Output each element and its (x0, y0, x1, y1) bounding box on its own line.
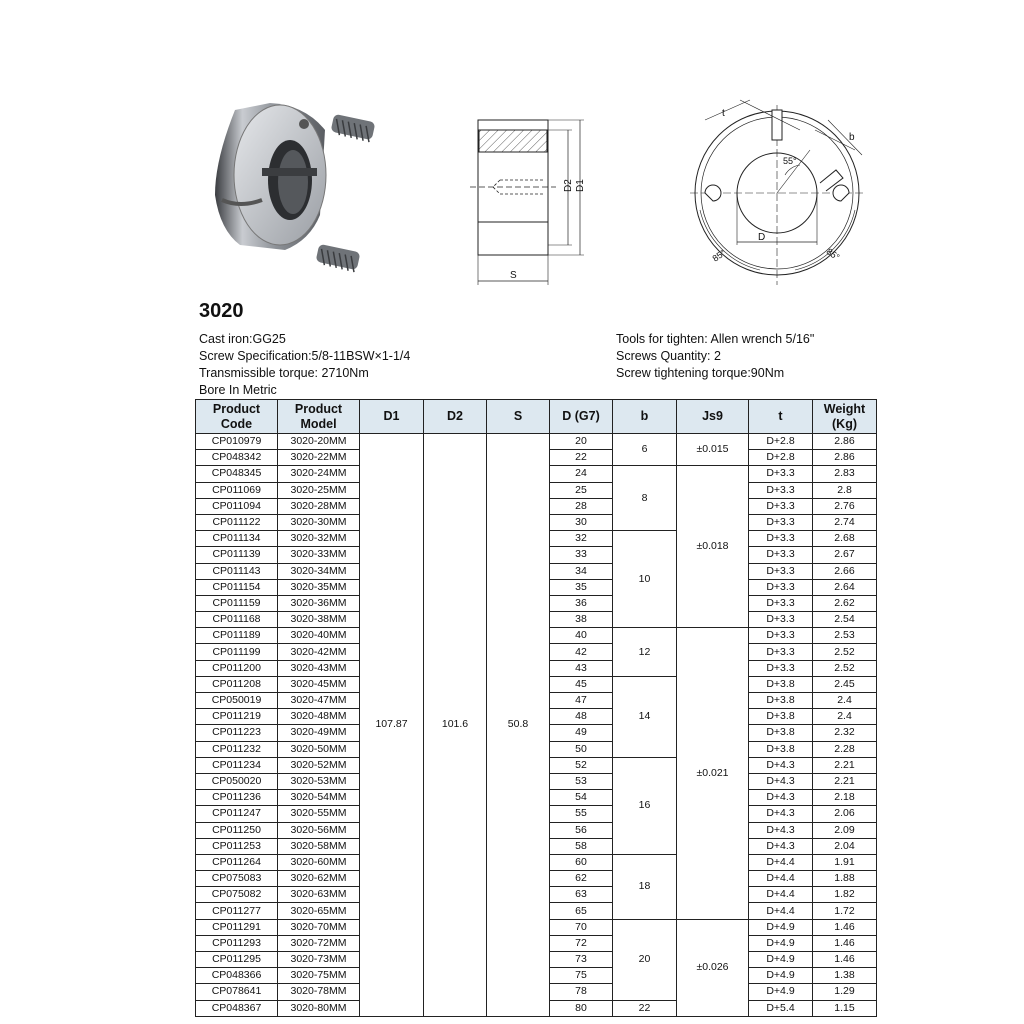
cell-t: D+3.3 (749, 579, 813, 595)
cell-product-model: 3020-24MM (278, 466, 360, 482)
cell-bore-d: 32 (550, 531, 613, 547)
cell-product-code: CP011277 (196, 903, 278, 919)
cell-weight: 2.68 (813, 531, 877, 547)
cell-product-code: CP011139 (196, 547, 278, 563)
cell-product-code: CP011094 (196, 498, 278, 514)
cell-weight: 1.72 (813, 903, 877, 919)
cell-t: D+5.4 (749, 1000, 813, 1016)
cell-bore-d: 47 (550, 693, 613, 709)
cell-product-code: CP048345 (196, 466, 278, 482)
header-t: t (749, 400, 813, 434)
cell-product-model: 3020-58MM (278, 838, 360, 854)
cell-weight: 2.8 (813, 482, 877, 498)
cell-product-model: 3020-75MM (278, 968, 360, 984)
cell-weight: 1.29 (813, 984, 877, 1000)
cell-product-model: 3020-43MM (278, 660, 360, 676)
cell-bore-d: 70 (550, 919, 613, 935)
cell-product-code: CP011200 (196, 660, 278, 676)
cell-product-code: CP011236 (196, 790, 278, 806)
cell-weight: 2.76 (813, 498, 877, 514)
cell-product-code: CP078641 (196, 984, 278, 1000)
cell-t: D+4.9 (749, 968, 813, 984)
label-angle-55: 55° (783, 156, 797, 166)
cell-product-model: 3020-45MM (278, 676, 360, 692)
cell-weight: 2.66 (813, 563, 877, 579)
cell-bore-d: 42 (550, 644, 613, 660)
cell-t: D+4.3 (749, 757, 813, 773)
cell-bore-d: 40 (550, 628, 613, 644)
header-b: b (613, 400, 677, 434)
label-d1: D1 (575, 179, 586, 192)
cell-product-model: 3020-33MM (278, 547, 360, 563)
cell-t: D+3.3 (749, 498, 813, 514)
cell-product-model: 3020-48MM (278, 709, 360, 725)
cell-t: D+4.4 (749, 887, 813, 903)
cell-b: 14 (613, 676, 677, 757)
cell-bore-d: 63 (550, 887, 613, 903)
spec-bore: Bore In Metric (199, 383, 277, 397)
cell-weight: 2.52 (813, 644, 877, 660)
label-angle-85-left: 85° (710, 247, 728, 264)
cell-weight: 2.06 (813, 806, 877, 822)
cell-product-model: 3020-52MM (278, 757, 360, 773)
label-b: b (849, 132, 855, 143)
cell-product-model: 3020-65MM (278, 903, 360, 919)
specs-left (199, 331, 410, 399)
cell-weight: 1.46 (813, 935, 877, 951)
spec-tool: Tools for tighten: Allen wrench 5/16" (616, 332, 815, 346)
cell-t: D+3.3 (749, 660, 813, 676)
cell-product-code: CP048366 (196, 968, 278, 984)
cell-product-code: CP048342 (196, 450, 278, 466)
set-screw-top (331, 114, 376, 142)
cell-bore-d: 45 (550, 676, 613, 692)
cell-product-code: CP011247 (196, 806, 278, 822)
cell-bore-d: 38 (550, 612, 613, 628)
cell-bore-d: 28 (550, 498, 613, 514)
cell-product-code: CP011295 (196, 952, 278, 968)
cell-t: D+4.9 (749, 935, 813, 951)
cell-bore-d: 73 (550, 952, 613, 968)
cell-product-model: 3020-72MM (278, 935, 360, 951)
cell-product-model: 3020-73MM (278, 952, 360, 968)
cell-js9: ±0.021 (677, 628, 749, 919)
cell-weight: 2.32 (813, 725, 877, 741)
cell-bore-d: 43 (550, 660, 613, 676)
cell-product-model: 3020-49MM (278, 725, 360, 741)
cell-product-model: 3020-30MM (278, 514, 360, 530)
cell-weight: 2.04 (813, 838, 877, 854)
cell-product-model: 3020-56MM (278, 822, 360, 838)
spec-torque: Transmissible torque: 2710Nm (199, 366, 369, 380)
cell-product-model: 3020-53MM (278, 773, 360, 789)
cell-weight: 2.45 (813, 676, 877, 692)
cell-bore-d: 58 (550, 838, 613, 854)
cell-t: D+3.8 (749, 676, 813, 692)
cell-product-code: CP011232 (196, 741, 278, 757)
cell-product-model: 3020-36MM (278, 595, 360, 611)
spec-screw-qty: Screws Quantity: 2 (616, 349, 721, 363)
cell-product-model: 3020-63MM (278, 887, 360, 903)
cell-bore-d: 80 (550, 1000, 613, 1016)
cell-product-code: CP011264 (196, 854, 278, 870)
cell-t: D+2.8 (749, 450, 813, 466)
header-s: S (487, 400, 550, 434)
header-js9: Js9 (677, 400, 749, 434)
bushing-3d-render (215, 103, 375, 272)
cell-b: 22 (613, 1000, 677, 1016)
cell-weight: 2.62 (813, 595, 877, 611)
cell-product-model: 3020-60MM (278, 854, 360, 870)
cell-b: 16 (613, 757, 677, 854)
cell-bore-d: 55 (550, 806, 613, 822)
header-d1: D1 (360, 400, 424, 434)
cell-weight: 1.15 (813, 1000, 877, 1016)
cell-weight: 2.18 (813, 790, 877, 806)
technical-drawings (0, 0, 1024, 300)
cell-bore-d: 72 (550, 935, 613, 951)
cell-product-code: CP011189 (196, 628, 278, 644)
cell-t: D+3.8 (749, 725, 813, 741)
cell-s: 50.8 (487, 434, 550, 1017)
cell-product-code: CP011069 (196, 482, 278, 498)
header-product-code: Product Code (196, 400, 278, 434)
cell-product-code: CP010979 (196, 434, 278, 450)
header-weight: Weight (Kg) (813, 400, 877, 434)
cell-b: 10 (613, 531, 677, 628)
cell-t: D+4.4 (749, 903, 813, 919)
table-row (196, 434, 877, 450)
label-d2: D2 (563, 179, 574, 192)
spec-tight-torque: Screw tightening torque:90Nm (616, 366, 785, 380)
cell-bore-d: 75 (550, 968, 613, 984)
cell-weight: 2.53 (813, 628, 877, 644)
cell-js9: ±0.015 (677, 434, 749, 466)
cell-weight: 2.4 (813, 709, 877, 725)
cell-bore-d: 49 (550, 725, 613, 741)
cell-bore-d: 25 (550, 482, 613, 498)
cell-weight: 2.21 (813, 757, 877, 773)
cell-t: D+4.4 (749, 854, 813, 870)
cell-t: D+4.3 (749, 822, 813, 838)
cell-t: D+3.3 (749, 563, 813, 579)
cell-product-code: CP011219 (196, 709, 278, 725)
cell-product-code: CP011291 (196, 919, 278, 935)
cell-t: D+3.3 (749, 595, 813, 611)
cell-b: 6 (613, 434, 677, 466)
cell-d2: 101.6 (424, 434, 487, 1017)
cell-bore-d: 50 (550, 741, 613, 757)
cell-product-code: CP011250 (196, 822, 278, 838)
cell-weight: 2.09 (813, 822, 877, 838)
cell-weight: 1.46 (813, 952, 877, 968)
cell-product-model: 3020-62MM (278, 871, 360, 887)
cell-product-model: 3020-40MM (278, 628, 360, 644)
section-view-drawing (470, 120, 584, 285)
cell-weight: 2.86 (813, 450, 877, 466)
dimension-table (195, 399, 877, 1017)
table-header-row (196, 400, 877, 434)
cell-product-code: CP011293 (196, 935, 278, 951)
cell-weight: 1.38 (813, 968, 877, 984)
cell-t: D+3.3 (749, 547, 813, 563)
cell-product-code: CP011168 (196, 612, 278, 628)
cell-product-model: 3020-28MM (278, 498, 360, 514)
cell-bore-d: 56 (550, 822, 613, 838)
set-screw-bottom (316, 244, 361, 272)
cell-bore-d: 36 (550, 595, 613, 611)
cell-product-model: 3020-34MM (278, 563, 360, 579)
cell-product-code: CP011199 (196, 644, 278, 660)
cell-weight: 2.4 (813, 693, 877, 709)
cell-t: D+4.4 (749, 871, 813, 887)
cell-weight: 2.83 (813, 466, 877, 482)
cell-bore-d: 33 (550, 547, 613, 563)
cell-product-code: CP011234 (196, 757, 278, 773)
header-product-model: Product Model (278, 400, 360, 434)
cell-weight: 1.82 (813, 887, 877, 903)
cell-product-code: CP011122 (196, 514, 278, 530)
cell-product-model: 3020-54MM (278, 790, 360, 806)
cell-bore-d: 53 (550, 773, 613, 789)
cell-t: D+3.3 (749, 514, 813, 530)
cell-js9: ±0.026 (677, 919, 749, 1016)
cell-product-code: CP011208 (196, 676, 278, 692)
cell-product-code: CP011143 (196, 563, 278, 579)
cell-weight: 2.64 (813, 579, 877, 595)
cell-weight: 2.52 (813, 660, 877, 676)
cell-product-model: 3020-42MM (278, 644, 360, 660)
header-d-g7: D (G7) (550, 400, 613, 434)
cell-product-model: 3020-38MM (278, 612, 360, 628)
cell-product-code: CP075082 (196, 887, 278, 903)
cell-weight: 2.74 (813, 514, 877, 530)
cell-product-code: CP048367 (196, 1000, 278, 1016)
cell-t: D+4.3 (749, 806, 813, 822)
cell-b: 20 (613, 919, 677, 1000)
cell-bore-d: 24 (550, 466, 613, 482)
cell-product-model: 3020-55MM (278, 806, 360, 822)
cell-bore-d: 65 (550, 903, 613, 919)
cell-product-model: 3020-78MM (278, 984, 360, 1000)
cell-t: D+3.3 (749, 612, 813, 628)
cell-product-code: CP011223 (196, 725, 278, 741)
cell-t: D+3.8 (749, 693, 813, 709)
cell-b: 8 (613, 466, 677, 531)
cell-js9: ±0.018 (677, 466, 749, 628)
cell-product-model: 3020-47MM (278, 693, 360, 709)
cell-t: D+4.3 (749, 790, 813, 806)
cell-t: D+4.3 (749, 838, 813, 854)
cell-bore-d: 30 (550, 514, 613, 530)
cell-bore-d: 52 (550, 757, 613, 773)
cell-t: D+3.3 (749, 531, 813, 547)
cell-t: D+3.8 (749, 741, 813, 757)
cell-product-code: CP050019 (196, 693, 278, 709)
cell-d1: 107.87 (360, 434, 424, 1017)
cell-bore-d: 48 (550, 709, 613, 725)
cell-t: D+3.3 (749, 628, 813, 644)
spec-screw: Screw Specification:5/8-11BSW×1-1/4 (199, 349, 411, 363)
cell-product-code: CP011253 (196, 838, 278, 854)
label-s: S (510, 270, 517, 281)
cell-bore-d: 35 (550, 579, 613, 595)
cell-weight: 2.54 (813, 612, 877, 628)
cell-product-code: CP075083 (196, 871, 278, 887)
cell-b: 12 (613, 628, 677, 677)
cell-weight: 2.67 (813, 547, 877, 563)
cell-product-model: 3020-32MM (278, 531, 360, 547)
cell-bore-d: 62 (550, 871, 613, 887)
cell-product-code: CP011154 (196, 579, 278, 595)
cell-bore-d: 78 (550, 984, 613, 1000)
label-angle-85-right: 85° (824, 246, 842, 263)
cell-t: D+4.9 (749, 919, 813, 935)
cell-product-code: CP050020 (196, 773, 278, 789)
product-title: 3020 (199, 300, 244, 322)
label-t: t (722, 108, 725, 119)
specs-right (616, 331, 814, 382)
cell-weight: 2.86 (813, 434, 877, 450)
cell-t: D+3.3 (749, 644, 813, 660)
cell-weight: 1.46 (813, 919, 877, 935)
cell-bore-d: 20 (550, 434, 613, 450)
cell-weight: 2.28 (813, 741, 877, 757)
cell-bore-d: 60 (550, 854, 613, 870)
cell-t: D+3.8 (749, 709, 813, 725)
cell-product-code: CP011159 (196, 595, 278, 611)
cell-t: D+3.3 (749, 466, 813, 482)
cell-t: D+4.9 (749, 984, 813, 1000)
cell-t: D+3.3 (749, 482, 813, 498)
cell-t: D+4.3 (749, 773, 813, 789)
cell-b: 18 (613, 854, 677, 919)
cell-bore-d: 54 (550, 790, 613, 806)
cell-product-model: 3020-35MM (278, 579, 360, 595)
cell-bore-d: 34 (550, 563, 613, 579)
cell-product-model: 3020-20MM (278, 434, 360, 450)
header-d2: D2 (424, 400, 487, 434)
cell-t: D+4.9 (749, 952, 813, 968)
cell-product-model: 3020-22MM (278, 450, 360, 466)
cell-weight: 2.21 (813, 773, 877, 789)
cell-weight: 1.88 (813, 871, 877, 887)
cell-product-model: 3020-50MM (278, 741, 360, 757)
cell-product-code: CP011134 (196, 531, 278, 547)
cell-t: D+2.8 (749, 434, 813, 450)
cell-product-model: 3020-80MM (278, 1000, 360, 1016)
cell-bore-d: 22 (550, 450, 613, 466)
label-bore-d: D (758, 232, 766, 243)
cell-product-model: 3020-70MM (278, 919, 360, 935)
spec-material: Cast iron:GG25 (199, 332, 286, 346)
cell-weight: 1.91 (813, 854, 877, 870)
cell-product-model: 3020-25MM (278, 482, 360, 498)
